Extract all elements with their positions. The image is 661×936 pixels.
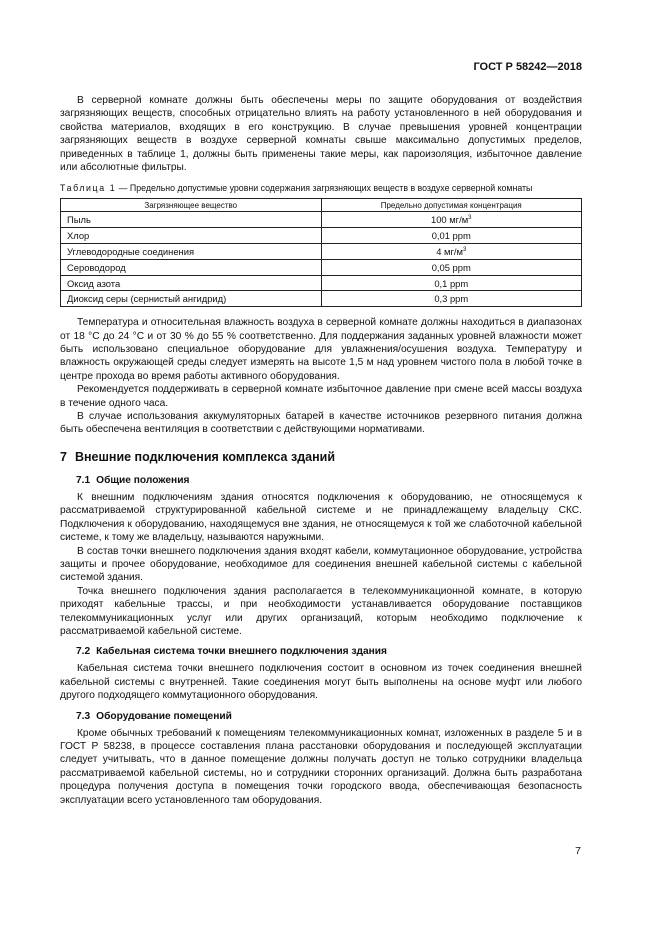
subsection-heading xyxy=(76,711,582,722)
limit-cell xyxy=(321,259,582,275)
intro-paragraph: В серверной комнате должны быть обеспечены меры по защите оборудования от воздействия загрязняющих веществ, способных отрицательно влиять на работу установленного в ней оборудования и свойства материалов, входящих в его конструкцию. В случае превышения уровней концентрации загрязняющих веществ в воздухе серверной комнаты свыше максимально допустимых пределов, приведенных в таблице 1, должны быть применены такие меры, как пароизоляция, избыточное давление или абсолютные фильтры. xyxy=(60,95,582,174)
limit-cell xyxy=(321,212,582,228)
table-row xyxy=(61,228,582,244)
pollutants-table xyxy=(60,198,582,307)
table-row xyxy=(61,291,582,307)
limit-cell xyxy=(321,228,582,244)
substance-cell: Сероводород xyxy=(61,259,322,275)
table-label: Таблица 1 xyxy=(60,183,117,194)
section-heading xyxy=(60,450,582,464)
table-caption-text: — Предельно допустимые уровни содержания загрязняющих веществ в воздухе серверной комнаты xyxy=(116,183,533,194)
limit-unit-exponent: 3 xyxy=(468,215,472,222)
subsection-number: 7.1 xyxy=(76,474,91,486)
body-paragraph: Температура и относительная влажность воздуха в серверной комнате должны находиться в диапазонах от 18 °С до 24 °С и от 30 % до 55 % соответственно. Для поддержания заданных уровней влажности может быть использовано специальное оборудование для увлажнения/осушения воздуха. Температуру и влажность окружающей среды следует измерять на высоте 1,5 м над уровнем чистого пола в любой точке в центре прохода во время работы активного оборудования. xyxy=(60,317,582,382)
section-title: Внешние подключения комплекса зданий xyxy=(74,449,335,464)
subsection-number: 7.2 xyxy=(76,646,91,658)
body-paragraph: Рекомендуется поддерживать в серверной комнате избыточное давление при смене всей массы воздуха в течение одного часа. xyxy=(60,384,582,409)
limit-cell xyxy=(321,291,582,307)
table-row xyxy=(61,259,582,275)
limit-unit-exponent: 3 xyxy=(462,246,467,253)
limit-value: 0,3 ppm xyxy=(434,293,469,305)
body-paragraph: К внешним подключениям здания относятся подключения к оборудованию, не относящемуся к рассматриваемой структурированной кабельной системе и не принадлежащему владельцу СКС. Подключения к оборудованию, находящемуся вне здания, не относящемуся к той же слаботочной кабельной системе, к тому же владельцу, называются наружными. xyxy=(60,491,582,544)
subsection-title: Общие положения xyxy=(96,474,190,486)
limit-value: 100 мг/м xyxy=(430,214,469,226)
subsection-number: 7.3 xyxy=(76,710,91,722)
limit-cell xyxy=(321,275,582,291)
standard-header: ГОСТ Р 58242—2018 xyxy=(473,61,582,73)
table-row xyxy=(61,244,582,260)
page-content xyxy=(60,94,582,807)
limit-value: 0,05 ppm xyxy=(431,261,471,273)
body-paragraph: Точка внешнего подключения здания располагается в телекоммуникационной комнате, в которую приходят кабельные трассы, и при необходимости устанавливается оборудование поставщиков телекоммуникационных услуг или других организаций, которым необходимо подключение к рассматриваемой кабельной системе. xyxy=(60,585,582,637)
section-number: 7 xyxy=(60,449,67,464)
substance-cell: Диоксид серы (сернистый ангидрид) xyxy=(61,291,322,307)
subsection-heading xyxy=(76,475,582,486)
substance-cell: Оксид азота xyxy=(61,275,322,291)
subsection-heading xyxy=(76,646,582,657)
body-paragraph: В случае использования аккумуляторных батарей в качестве источников резервного питания должна быть обеспечена вентиляция в соответствии с действующими нормативами. xyxy=(60,411,582,436)
substance-cell: Пыль xyxy=(61,212,322,228)
body-paragraph: Кабельная система точки внешнего подключения состоит в основном из точек соединения внешней кабельной системы с внутренней. Такие соединения могут быть выполнены на основе муфт или любого другого подходящего коммутационного оборудования. xyxy=(60,663,582,702)
column-header-substance: Загрязняющее вещество xyxy=(61,199,322,212)
body-paragraph: В состав точки внешнего подключения здания входят кабели, коммутационное оборудование, устройства защиты и прочее оборудование, необходимое для соединения внешней кабельной системы с кабельной системой здания. xyxy=(60,545,582,584)
table-row xyxy=(61,275,582,291)
substance-cell: Углеводородные соединения xyxy=(61,244,322,260)
limit-value: 4 мг/м xyxy=(436,245,463,257)
page-number: 7 xyxy=(575,845,581,857)
substance-cell: Хлор xyxy=(61,228,322,244)
limit-value: 0,01 ppm xyxy=(431,230,471,242)
limit-value: 0,1 ppm xyxy=(434,277,469,289)
body-paragraph: Кроме обычных требований к помещениям телекоммуникационных комнат, изложенных в разделе 5 и в ГОСТ Р 58238, в процессе составления плана расстановки оборудования и последующей эксплуатации следует учитывать, что в данное помещение должны получать доступ не только сотрудники владельца рассматриваемой кабельной системы, но и сотрудники сторонних организаций. Должна быть разработана процедура получения доступа в помещения точки городского ввода, обеспечивающая безопасность эксплуатации всего установленного там оборудования. xyxy=(60,727,582,806)
limit-cell xyxy=(321,244,582,260)
table-caption xyxy=(60,183,582,193)
subsection-title: Оборудование помещений xyxy=(96,710,232,722)
table-row xyxy=(61,212,582,228)
table-header-row xyxy=(61,199,582,212)
column-header-limit: Предельно допустимая концентрация xyxy=(321,199,582,212)
subsection-title: Кабельная система точки внешнего подключения здания xyxy=(96,646,388,658)
